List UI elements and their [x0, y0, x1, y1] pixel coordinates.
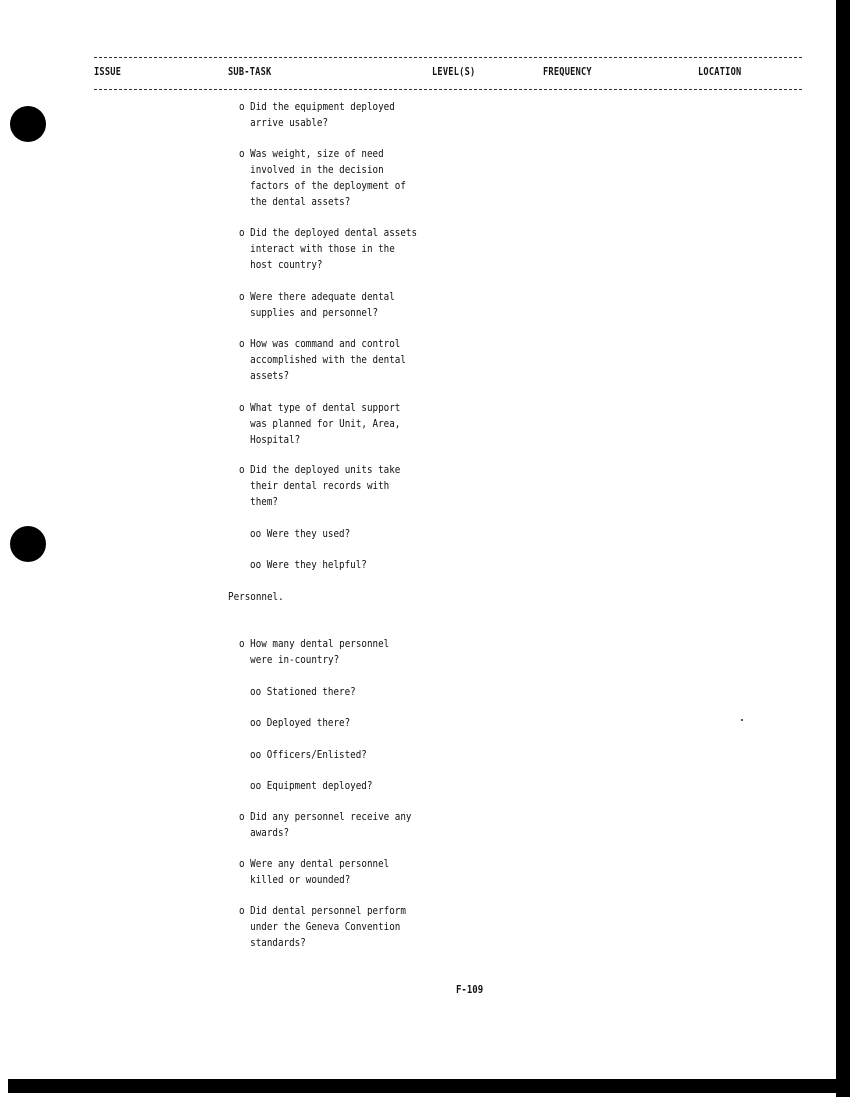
column-header-issue: ISSUE: [94, 66, 122, 78]
header-rule-top: [94, 57, 802, 58]
question-item: o What type of dental support was planned for Unit, Area, Hospital?: [239, 401, 401, 446]
question-item: o How many dental personnel were in-country?: [239, 637, 390, 666]
column-header-frequency: FREQUENCY: [543, 66, 592, 78]
punch-hole: [10, 526, 46, 562]
question-item: o How was command and control accomplished with the dental assets?: [239, 337, 406, 382]
sub-question-item: oo Were they helpful?: [250, 558, 367, 571]
sub-question-item: oo Officers/Enlisted?: [250, 748, 367, 761]
question-item: o Were there adequate dental supplies and personnel?: [239, 290, 395, 319]
question-item: o Did the equipment deployed arrive usable?: [239, 100, 395, 129]
sub-question-item: oo Deployed there?: [250, 716, 351, 729]
scan-bottom-border: [8, 1079, 850, 1093]
question-item: o Was weight, size of need involved in the decision factors of the deployment of the dental assets?: [239, 147, 406, 208]
header-rule-bottom: [94, 89, 802, 90]
column-header-levels: LEVEL(S): [432, 66, 476, 78]
scan-speck: [741, 719, 743, 721]
question-item: o Did the deployed units take their dental records with them?: [239, 463, 401, 508]
page-number: F-109: [456, 983, 484, 996]
scan-right-border: [836, 0, 850, 1097]
punch-hole: [10, 106, 46, 142]
question-item: o Were any dental personnel killed or wounded?: [239, 857, 390, 886]
question-item: o Did the deployed dental assets interact with those in the host country?: [239, 226, 418, 271]
section-heading-personnel: Personnel.: [228, 590, 284, 603]
sub-question-item: oo Stationed there?: [250, 685, 356, 698]
sub-question-item: oo Were they used?: [250, 527, 351, 540]
question-item: o Did any personnel receive any awards?: [239, 810, 412, 839]
column-header-subtask: SUB-TASK: [228, 66, 272, 78]
column-header-location: LOCATION: [698, 66, 742, 78]
question-item: o Did dental personnel perform under the Geneva Convention standards?: [239, 904, 406, 949]
sub-question-item: oo Equipment deployed?: [250, 779, 373, 792]
